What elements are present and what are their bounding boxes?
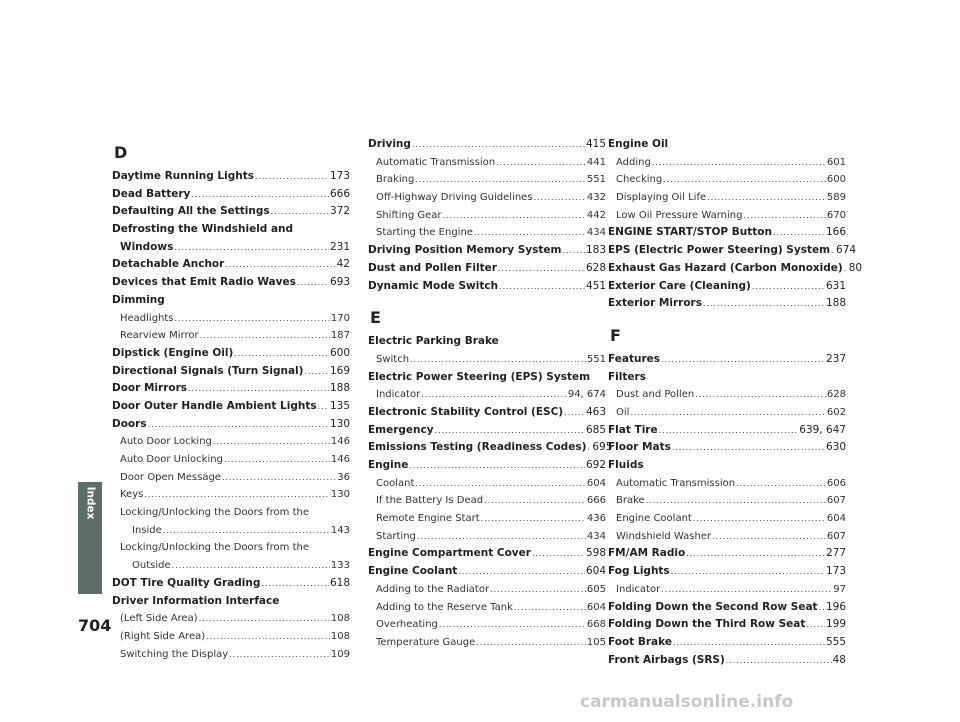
index-entry[interactable]: Flat Tire . . . 639, 647 xyxy=(608,422,846,440)
index-subentry-heading: Locking/Unlocking the Doors from the xyxy=(120,542,310,554)
index-entry[interactable]: Folding Down the Third Row Seat . . . 199 xyxy=(608,616,846,634)
index-entry[interactable]: Electronic Stability Control (ESC) . . . 463 xyxy=(368,404,606,422)
index-entry[interactable]: Fog Lights . . . 173 xyxy=(608,563,846,581)
index-entry[interactable]: Daytime Running Lights . . . 173 xyxy=(112,168,350,186)
index-entry-heading: Defrosting the Windshield and xyxy=(112,223,294,236)
index-entry[interactable]: Dipstick (Engine Oil) . . . 600 xyxy=(112,345,350,363)
index-subentry[interactable]: Windshield Washer . . . 607 xyxy=(608,528,846,546)
index-subentry[interactable]: Auto Door Locking . . . 146 xyxy=(112,433,350,451)
index-subentry[interactable]: (Right Side Area) . . . 108 xyxy=(112,628,350,646)
index-entry[interactable]: Floor Mats . . . 630 xyxy=(608,439,846,457)
index-entry[interactable]: Emissions Testing (Readiness Codes) . . . 695 xyxy=(368,439,606,457)
index-entry[interactable]: Folding Down the Second Row Seat . . . 196 xyxy=(608,599,846,617)
index-subentry[interactable]: Shifting Gear . . . 442 xyxy=(368,207,606,225)
index-subentry[interactable]: Oil . . . 602 xyxy=(608,404,846,422)
index-entry[interactable]: Door Mirrors . . . 188 xyxy=(112,380,350,398)
index-subentry[interactable]: Displaying Oil Life . . . 589 xyxy=(608,189,846,207)
index-entry[interactable]: Defaulting All the Settings . . . 372 xyxy=(112,203,350,221)
index-subentry[interactable]: Automatic Transmission . . . 441 xyxy=(368,154,606,172)
index-entry-heading: Filters xyxy=(608,370,646,383)
index-entry[interactable]: FM/AM Radio . . . 277 xyxy=(608,545,846,563)
index-entry[interactable]: ENGINE START/STOP Button . . . 166 xyxy=(608,224,846,242)
index-entry[interactable]: Directional Signals (Turn Signal) . . . 169 xyxy=(112,363,350,381)
index-entry[interactable]: Driving Position Memory System . . . 183 xyxy=(368,242,606,260)
index-entry-heading: Fluids xyxy=(608,459,644,471)
section-letter-d: D xyxy=(114,143,128,162)
watermark: carmanualsonline.info xyxy=(580,692,794,712)
index-subentry[interactable]: Overheating . . . 668 xyxy=(368,616,606,634)
index-subentry[interactable]: Inside . . . 143 xyxy=(112,522,350,540)
index-entry-heading: Driver Information Interface xyxy=(112,594,280,607)
index-subentry[interactable]: Temperature Gauge . . . 105 xyxy=(368,634,606,652)
index-entry[interactable]: Windows . . . 231 xyxy=(112,239,350,257)
section-letter-e: E xyxy=(370,308,381,328)
index-subentry[interactable]: Braking . . . 551 xyxy=(368,171,606,189)
section-letter-f: F xyxy=(610,325,621,345)
index-entry[interactable]: EPS (Electric Power Steering) System . . . 674 xyxy=(608,242,846,260)
index-subentry[interactable]: Adding . . . 601 xyxy=(608,154,846,172)
index-entry[interactable]: Engine Compartment Cover . . . 598 xyxy=(368,545,606,563)
index-subentry[interactable]: Indicator . . . 97 xyxy=(608,581,846,599)
index-subentry[interactable]: Auto Door Unlocking . . . 146 xyxy=(112,451,350,469)
index-entry-heading: Electric Power Steering (EPS) System xyxy=(368,370,591,383)
index-subentry[interactable]: Indicator . . . 94, 674 xyxy=(368,386,606,404)
index-column-2 xyxy=(368,136,613,652)
index-subentry[interactable]: Headlights . . . 170 xyxy=(112,310,350,328)
index-subentry[interactable]: Brake . . . 607 xyxy=(608,492,846,510)
index-subentry[interactable]: Coolant . . . 604 xyxy=(368,475,606,493)
index-entry[interactable]: Front Airbags (SRS) . . . 48 xyxy=(608,652,846,670)
index-subentry[interactable]: Door Open Message . . . 36 xyxy=(112,469,350,487)
index-entry[interactable]: Dynamic Mode Switch . . . 451 xyxy=(368,278,606,296)
index-entry-heading: Engine Oil xyxy=(608,138,669,150)
index-subentry[interactable]: If the Battery Is Dead . . . 666 xyxy=(368,492,606,510)
index-entry[interactable]: Emergency . . . 685 xyxy=(368,422,606,440)
index-entry[interactable]: Dust and Pollen Filter . . . 628 xyxy=(368,260,606,278)
index-tab-label: Index xyxy=(84,486,97,520)
index-subentry[interactable]: Checking . . . 600 xyxy=(608,171,846,189)
index-entry[interactable]: Engine . . . 692 xyxy=(368,457,606,475)
index-subentry[interactable]: Outside . . . 133 xyxy=(112,557,350,575)
index-subentry[interactable]: Engine Coolant . . . 604 xyxy=(608,510,846,528)
index-entry[interactable]: Exterior Mirrors . . . 188 xyxy=(608,295,846,313)
index-entry[interactable]: Devices that Emit Radio Waves . . . 693 xyxy=(112,274,350,292)
index-subentry[interactable]: Switch . . . 551 xyxy=(368,351,606,369)
index-subentry[interactable]: Switching the Display . . . 109 xyxy=(112,646,350,664)
index-column-1 xyxy=(112,136,350,663)
index-entry-heading: Electric Parking Brake xyxy=(368,335,499,348)
index-entry[interactable]: Detachable Anchor . . . 42 xyxy=(112,256,350,274)
index-entry[interactable]: Doors . . . 130 xyxy=(112,416,350,434)
index-subentry[interactable]: Adding to the Reserve Tank . . . 604 xyxy=(368,599,606,617)
index-subentry[interactable]: Starting . . . 434 xyxy=(368,528,606,546)
index-subentry[interactable]: Remote Engine Start . . . 436 xyxy=(368,510,606,528)
index-subentry[interactable]: Keys . . . 130 xyxy=(112,486,350,504)
index-subentry[interactable]: Rearview Mirror . . . 187 xyxy=(112,327,350,345)
index-entry[interactable]: DOT Tire Quality Grading . . . 618 xyxy=(112,575,350,593)
index-entry[interactable]: Door Outer Handle Ambient Lights . . . 135 xyxy=(112,398,350,416)
index-entry[interactable]: Engine Coolant . . . 604 xyxy=(368,563,606,581)
page-number: 704 xyxy=(78,616,112,635)
index-subentry[interactable]: Starting the Engine . . . 434 xyxy=(368,224,606,242)
index-subentry-heading: Locking/Unlocking the Doors from the xyxy=(120,507,310,519)
index-column-3 xyxy=(608,136,863,669)
index-entry[interactable]: Exhaust Gas Hazard (Carbon Monoxide) . . . 80 xyxy=(608,260,846,278)
index-entry[interactable]: Dead Battery . . . 666 xyxy=(112,186,350,204)
index-subentry[interactable]: (Left Side Area) . . . 108 xyxy=(112,610,350,628)
index-entry[interactable]: Exterior Care (Cleaning) . . . 631 xyxy=(608,278,846,296)
index-entry[interactable]: Foot Brake . . . 555 xyxy=(608,634,846,652)
index-entry[interactable]: Driving . . . 415 xyxy=(368,136,606,154)
index-subentry[interactable]: Automatic Transmission . . . 606 xyxy=(608,475,846,493)
index-subentry[interactable]: Off-Highway Driving Guidelines . . . 432 xyxy=(368,189,606,207)
index-subentry[interactable]: Dust and Pollen . . . 628 xyxy=(608,386,846,404)
index-entry-heading: Dimming xyxy=(112,293,165,306)
index-subentry[interactable]: Adding to the Radiator . . . 605 xyxy=(368,581,606,599)
index-subentry[interactable]: Low Oil Pressure Warning . . . 670 xyxy=(608,207,846,225)
index-entry[interactable]: Features . . . 237 xyxy=(608,351,846,369)
